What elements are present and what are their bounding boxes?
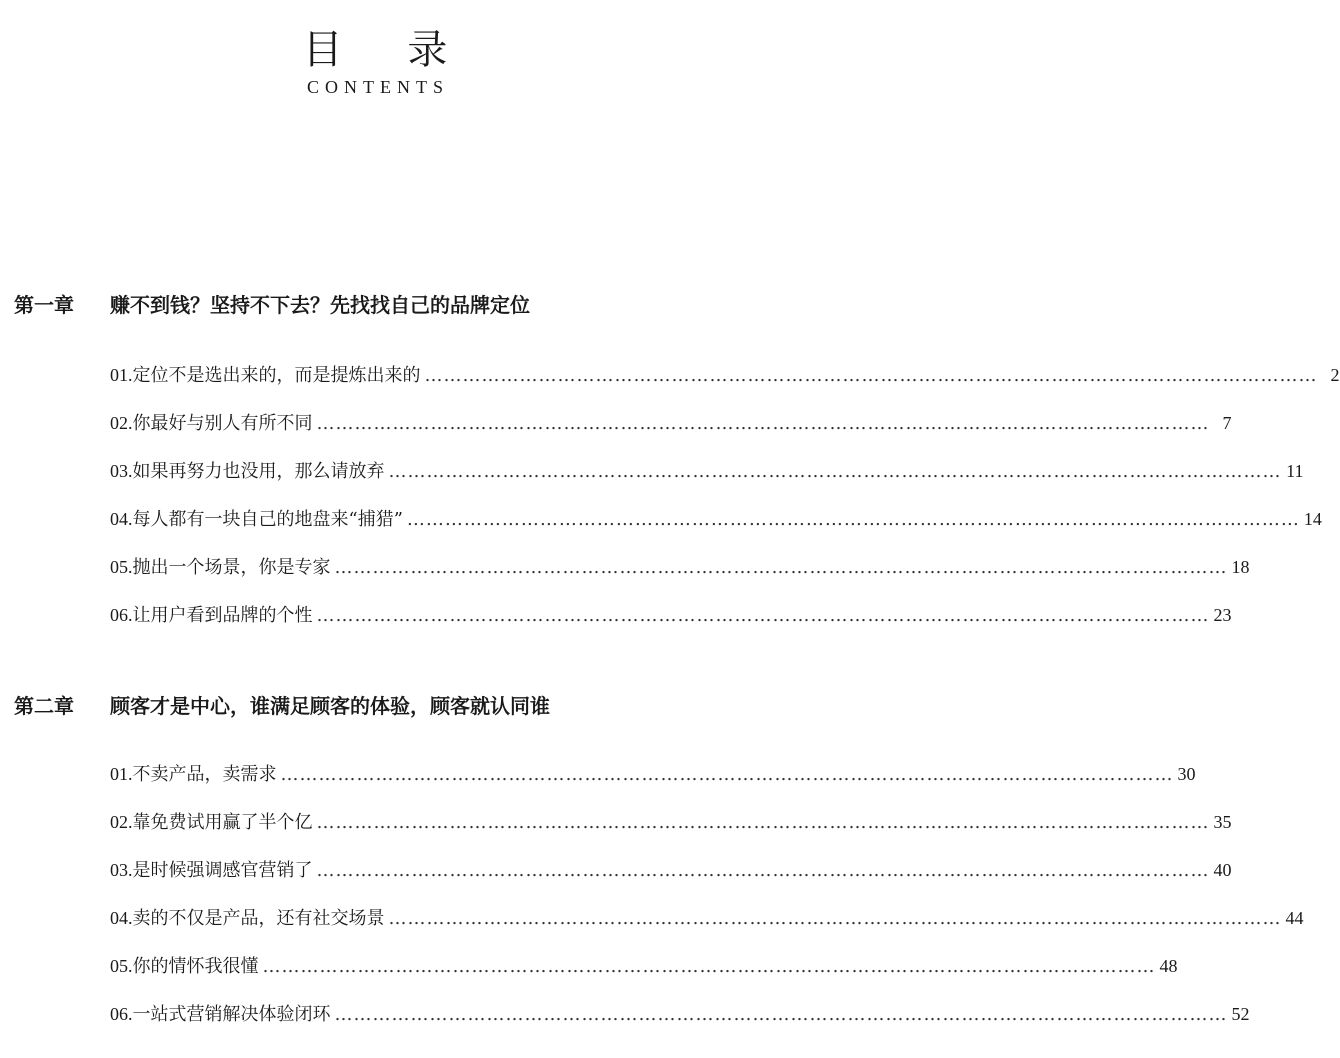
- entry-title: 一站式营销解决体验闭环: [132, 1004, 331, 1025]
- leader-dots: ……………………………………………………………………………………………………………………………: [334, 1004, 1228, 1025]
- chapter-number: 第二章: [14, 694, 74, 718]
- entry-title: 你的情怀我很懂: [132, 956, 259, 977]
- entry-number: 03.: [110, 461, 133, 481]
- entry-title: 你最好与别人有所不同: [132, 413, 313, 434]
- leader-dots: ……………………………………………………………………………………………………………………………: [388, 908, 1282, 929]
- entry-number: 05.: [110, 557, 133, 577]
- toc-entry[interactable]: [110, 990, 1250, 1038]
- leader-dots: ……………………………………………………………………………………………………………………………: [388, 461, 1282, 482]
- chapter-entries: [110, 750, 1304, 1038]
- toc-entry[interactable]: [110, 591, 1232, 639]
- leader-dots: ……………………………………………………………………………………………………………………………: [316, 812, 1210, 833]
- entry-title: 让用户看到品牌的个性: [132, 605, 313, 626]
- toc-entry[interactable]: [110, 447, 1304, 495]
- page-number: 40: [1213, 860, 1232, 880]
- entry-number: 01.: [110, 365, 133, 385]
- toc-entry[interactable]: [110, 894, 1304, 942]
- toc-entry[interactable]: [110, 942, 1178, 990]
- chapter-title: 顾客才是中心，谁满足顾客的体验，顾客就认同谁: [110, 694, 550, 718]
- toc-entry[interactable]: [110, 351, 1340, 399]
- page-number: 18: [1231, 557, 1250, 577]
- leader-dots: ……………………………………………………………………………………………………………………………: [424, 365, 1318, 386]
- page-subtitle: CONTENTS: [307, 77, 449, 97]
- toc-entry[interactable]: [110, 846, 1232, 894]
- entry-title: 不卖产品，卖需求: [132, 764, 277, 785]
- entry-number: 05.: [110, 956, 133, 976]
- leader-dots: ……………………………………………………………………………………………………………………………: [316, 860, 1210, 881]
- page-number: 48: [1159, 956, 1178, 976]
- page-number: 7: [1222, 413, 1232, 433]
- chapter-title: 赚不到钱？坚持不下去？先找找自己的品牌定位: [110, 293, 530, 317]
- entry-number: 02.: [110, 812, 133, 832]
- entry-number: 02.: [110, 413, 133, 433]
- leader-dots: ……………………………………………………………………………………………………………………………: [262, 956, 1156, 977]
- leader-dots: ……………………………………………………………………………………………………………………………: [316, 605, 1210, 626]
- page-number: 14: [1303, 509, 1322, 529]
- page-number: 23: [1213, 605, 1232, 625]
- chapter-heading: [14, 290, 730, 320]
- toc-entry[interactable]: [110, 399, 1232, 447]
- entry-number: 06.: [110, 605, 133, 625]
- page-number: 52: [1231, 1004, 1250, 1024]
- leader-dots: ……………………………………………………………………………………………………………………………: [280, 764, 1174, 785]
- entry-title: 是时候强调感官营销了: [132, 860, 313, 881]
- page-number: 2: [1330, 365, 1340, 385]
- entry-title: 卖的不仅是产品，还有社交场景: [132, 908, 385, 929]
- toc-entry[interactable]: [110, 495, 1322, 543]
- page-number: 11: [1286, 461, 1304, 481]
- entry-title: 靠免费试用赢了半个亿: [132, 812, 313, 833]
- entry-number: 04.: [110, 908, 133, 928]
- page-number: 35: [1213, 812, 1232, 832]
- toc-entry[interactable]: [110, 543, 1250, 591]
- entry-number: 03.: [110, 860, 133, 880]
- entry-number: 04.: [110, 509, 133, 529]
- chapter-entries: [110, 351, 1340, 639]
- entry-number: 06.: [110, 1004, 133, 1024]
- toc-entry[interactable]: [110, 750, 1196, 798]
- page-number: 30: [1177, 764, 1196, 784]
- page-number: 44: [1285, 908, 1304, 928]
- page-title: 目 录: [302, 27, 474, 73]
- chapter-number: 第一章: [14, 293, 74, 317]
- toc-entry[interactable]: [110, 798, 1232, 846]
- leader-dots: ……………………………………………………………………………………………………………………………: [334, 557, 1228, 578]
- chapter-heading: [14, 691, 730, 721]
- leader-dots: ……………………………………………………………………………………………………………………………: [406, 509, 1300, 530]
- entry-number: 01.: [110, 764, 133, 784]
- entry-title: 如果再努力也没用，那么请放弃: [132, 461, 385, 482]
- leader-dots: ……………………………………………………………………………………………………………………………: [316, 413, 1210, 434]
- entry-title: 抛出一个场景，你是专家: [132, 557, 331, 578]
- entry-title: 每人都有一块自己的地盘来“捕猎”: [132, 509, 403, 530]
- entry-title: 定位不是选出来的，而是提炼出来的: [132, 365, 421, 386]
